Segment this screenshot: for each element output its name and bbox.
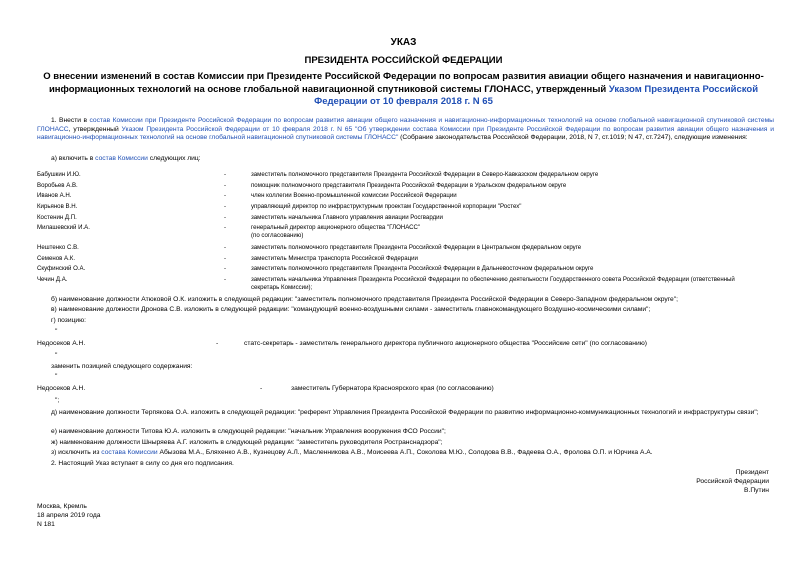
table-row: Семенов А.К. - заместитель Министра транспорта Российской Федерации <box>37 254 418 262</box>
item-z: з) исключить из состава Комиссии Абызова М.А., Бляхенко А.В., Кузнецову А.Л., Масленникова А.В., Моисеева А.П., Соколова М.Ю., Солодова В.В., Фадеева О.А., Фролова О.П. и Юрчика А.А. <box>51 449 653 456</box>
item-a: а) включить в состав Комиссии следующих лиц: <box>51 155 201 162</box>
decree-link[interactable]: Указом Президента Российской Федерации от 10 февраля 2018 г. N 65 <box>314 83 759 107</box>
doc-type-title: УКАЗ <box>390 37 417 48</box>
old-position-dash: - <box>216 340 219 347</box>
new-position-text: заместитель Губернатора Красноярского края (по согласованию) <box>291 385 494 392</box>
table-row: Скуфинский О.А. - заместитель полномочного представителя Президента Российской Федерации в Дальневосточном федеральном округе <box>37 265 594 273</box>
old-position-text: статс-секретарь - заместитель генерального директора публичного акционерного общества "Российские сети" (по согласованию) <box>244 340 647 347</box>
signature-block <box>696 469 769 495</box>
paragraph-1: 1. Внести в состав Комиссии при Президенте Российской Федерации по вопросам развития авиации общего назначения и навигационно-информационных технологий на основе глобальной навигационной спутниковой системы ГЛОНАСС, утвержденный Указом Президента Российской Федерации от 10 февраля 2018 г. N 65 "Об утверждении состава Комиссии при Президенте Российской Федерации по вопросам развития авиации общего назначения и навигационно-информационных технологий на основе глобальной навигационной спутниковой системы ГЛОНАСС" (Собрание законодательства Российской Федерации, 2018, N 7, ст.1019; N 47, ст.7247), следующие изменения: <box>37 117 774 142</box>
place: Москва, Кремль <box>37 503 87 510</box>
item-v: в) наименование должности Дронова С.В. изложить в следующей редакции: "командующий военно-воздушными силами - заместитель главнокомандующего Воздушно-космическими силами"; <box>51 306 651 313</box>
issuer-title: ПРЕЗИДЕНТА РОССИЙСКОЙ ФЕДЕРАЦИИ <box>304 55 503 66</box>
quote-mark: " <box>55 373 58 380</box>
table-row: Иванов А.Н. - член коллегии Военно-промышленной комиссии Российской Федерации <box>37 192 457 200</box>
quote-mark: " <box>55 328 58 335</box>
doc-number: N 181 <box>37 521 55 528</box>
subject-text: О внесении изменений в состав Комиссии при Президенте Российской Федерации по вопросам развития авиации общего назначения и навигационно-информационных технологий на основе глобальной навигационной спутниковой системы ГЛОНАСС, утвержденный <box>43 71 764 95</box>
item-zh: ж) наименование должности Шныряева А.Г. изложить в следующей редакции: "заместитель руководителя Ространснадзора"; <box>51 439 443 446</box>
signature-country: Российской Федерации <box>696 477 769 485</box>
signature-title: Президент <box>735 469 769 476</box>
place-date-block <box>37 502 100 529</box>
table-row: Милашевский И.А. - генеральный директор акционерного общества "ГЛОНАСС" (по согласованию) <box>37 224 421 240</box>
item-e: е) наименование должности Титова Ю.А. изложить в следующей редакции: "начальник Управления вооружения ФСО России"; <box>51 428 446 435</box>
table-row: Нештенко С.В. - заместитель полномочного представителя Президента Российской Федерации в Центральном федеральном округе <box>37 243 582 251</box>
item-g: г) позицию: <box>51 317 87 324</box>
members-table <box>37 171 777 296</box>
quote-mark: " <box>55 352 58 359</box>
table-row: Костенин Д.П. - заместитель начальника Главного управления авиации Росгвардии <box>37 213 443 221</box>
quote-mark: "; <box>55 397 60 404</box>
commission-link[interactable]: состав Комиссии при Президенте Российской Федерации по вопросам развития авиации общего назначения и навигационно-информационных технологий на основе глобальной навигационной спутниковой системы ГЛОНАСС <box>37 117 774 133</box>
new-position-dash: - <box>260 385 263 392</box>
paragraph-2: 2. Настоящий Указ вступает в силу со дня его подписания. <box>51 460 234 467</box>
table-row: Чечин Д.А. - заместитель начальника Управления Президента Российской Федерации по обеспечению деятельности Государственного совета Российской Федерации (ответственный секретарь Комиссии); <box>37 276 735 291</box>
table-row: Воробьев А.В. - помощник полномочного представителя Президента Российской Федерации в Уральском федеральном округе <box>37 181 567 189</box>
commission-link-2[interactable]: состав Комиссии <box>95 155 148 162</box>
table-row: Кирьянов В.Н. - управляющий директор по инфраструктурным проектам Государственной корпорации "Ростех" <box>37 203 522 211</box>
replace-text: заменить позицией следующего содержания: <box>51 363 193 370</box>
decree-ref-link[interactable]: Указом Президента Российской Федерации от 10 февраля 2018 г. N 65 "Об утверждении состава Комиссии при Президенте Российской Федерации по вопросам развития авиации общего назначения и навигационно-информационных технологий на основе глобальной навигационной спутниковой системы ГЛОНАСС" <box>37 125 774 142</box>
old-position-name: Недосеков А.Н. <box>37 340 86 347</box>
table-row: Бабушкин И.Ю. - заместитель полномочного представителя Президента Российской Федерации в Северо-Кавказском федеральном округе <box>37 171 599 178</box>
item-d: д) наименование должности Терпякова О.А. изложить в следующей редакции: "референт Управления Президента Российской Федерации по развитию информационно-коммуникационных технологий и инфраструктуры связи"; <box>51 409 759 416</box>
date: 18 апреля 2019 года <box>37 512 101 519</box>
doc-subject-title <box>40 71 767 109</box>
new-position-name: Недосеков А.Н. <box>37 385 86 392</box>
signature-name: В.Путин <box>744 486 769 494</box>
item-b: б) наименование должности Атюковой О.К. изложить в следующей редакции: "заместитель полномочного представителя Президента Российской Федерации в Северо-Западном федеральном округе"; <box>51 296 679 303</box>
commission-link-3[interactable]: состава Комиссии <box>101 449 158 456</box>
